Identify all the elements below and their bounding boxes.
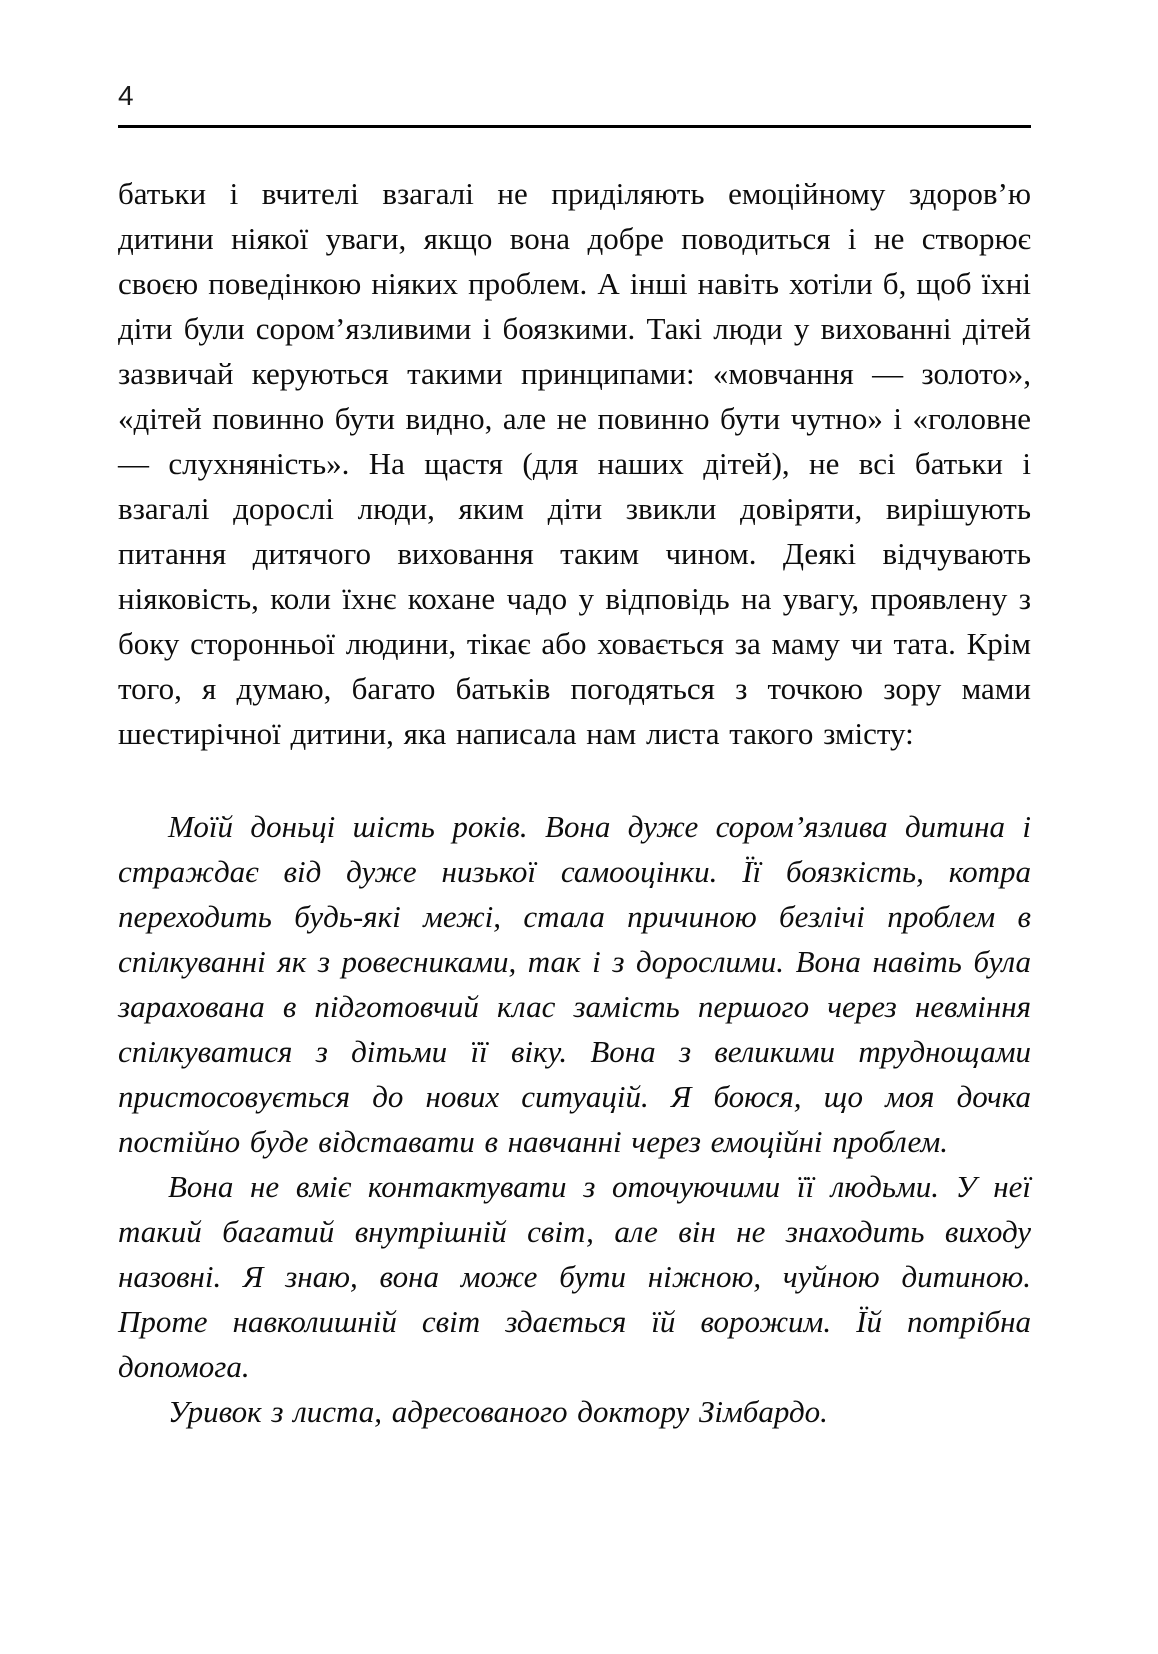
quote-paragraph: Моїй доньці шість років. Вона дуже сором’язлива дитина і страждає від дуже низької самооцінки. Її боязкість, котра переходить будь-які межі, стала причиною безлічі проблем в спілкуванні як з ровесниками, так і з дорослими. Вона навіть була зарахована в підготовчий клас замість першого через невміння спілкуватися з дітьми її віку. Вона з великими труднощами пристосовується до нових ситуацій. Я боюся, що моя дочка постійно буде відставати в навчанні через емоційні проблем.	[118, 809, 1031, 1159]
page-number: 4	[118, 80, 134, 111]
quote-paragraph: Вона не вміє контактувати з оточуючими її людьми. У неї такий багатий внутрішній світ, але він не знаходить виходу назовні. Я знаю, вона може бути ніжною, чуйною дитиною. Проте навколишній світ здається їй ворожим. Їй потрібна допомога.	[118, 1169, 1031, 1384]
body-paragraph: батьки і вчителі взагалі не приділяють емоційному здоров’ю дитини ніякої уваги, якщо вона добре поводиться і не створює своєю поведінкою ніяких проблем. А інші навіть хотіли б, щоб їхні діти були сором’язливими і боязкими. Такі люди у вихованні дітей зазвичай керуються такими принципами: «мовчання — золото», «дітей повинно бути видно, але не повинно бути чутно» і «головне — слухняність». На щастя (для наших дітей), не всі батьки і взагалі дорослі люди, яким діти звикли довіряти, вирішують питання дитячого виховання таким чином. Деякі відчувають ніяковість, коли їхнє кохане чадо у відповідь на увагу, проявлену з боку сторонньої людини, тікає або ховається за маму чи тата. Крім того, я думаю, багато батьків погодяться з точкою зору мами шестирічної дитини, яка написала нам листа такого змісту:	[118, 176, 1031, 751]
header-rule	[118, 125, 1031, 128]
page-body	[118, 171, 1031, 1434]
page-header	[118, 82, 1031, 128]
letter-quote	[118, 804, 1031, 1434]
quote-attribution: Уривок з листа, адресованого доктору Зімбардо.	[168, 1394, 828, 1429]
